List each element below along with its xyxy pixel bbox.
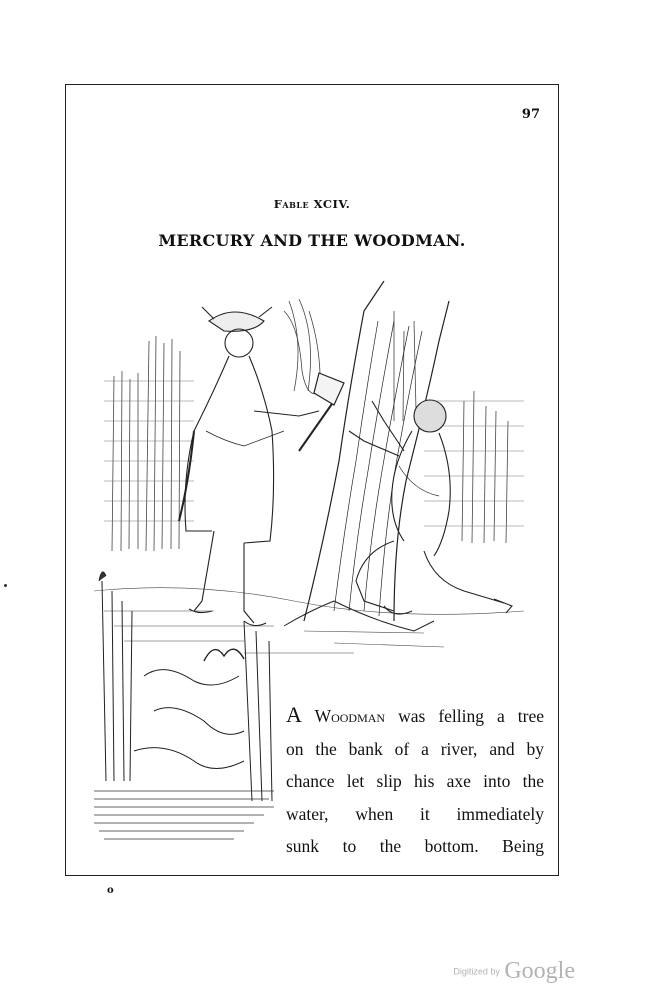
background-hatching [104, 381, 524, 526]
body-line-3: chance let slip his axe into the [286, 771, 544, 791]
bottom-margin-mark: o [107, 885, 114, 896]
ground [94, 588, 524, 653]
body-line-4: water, when it immediately [286, 803, 544, 824]
body-line-1 [286, 699, 544, 733]
fable-title: MERCURY AND THE WOODMAN. [158, 231, 466, 250]
fable-number [66, 197, 558, 211]
google-watermark [453, 958, 575, 985]
margin-speck [4, 584, 7, 587]
page-frame [65, 84, 559, 876]
digitized-by-text: Digitized by [453, 966, 500, 977]
body-line-2: on the bank of a river, and by [286, 738, 544, 759]
reeds-foreground [99, 572, 272, 801]
drop-letter: A [286, 702, 302, 727]
woodman-figure [349, 400, 512, 614]
page-number: 97 [521, 107, 540, 122]
fable-number-text: Fable XCIV. [273, 197, 351, 211]
fable-body [286, 699, 544, 863]
body-line-1-rest: was felling a tree [385, 706, 545, 726]
body-line-5: sunk to the bottom. Being [286, 836, 544, 856]
google-logo: Google [504, 958, 575, 984]
small-caps-word: Woodman [301, 706, 386, 726]
river-water [94, 791, 274, 839]
